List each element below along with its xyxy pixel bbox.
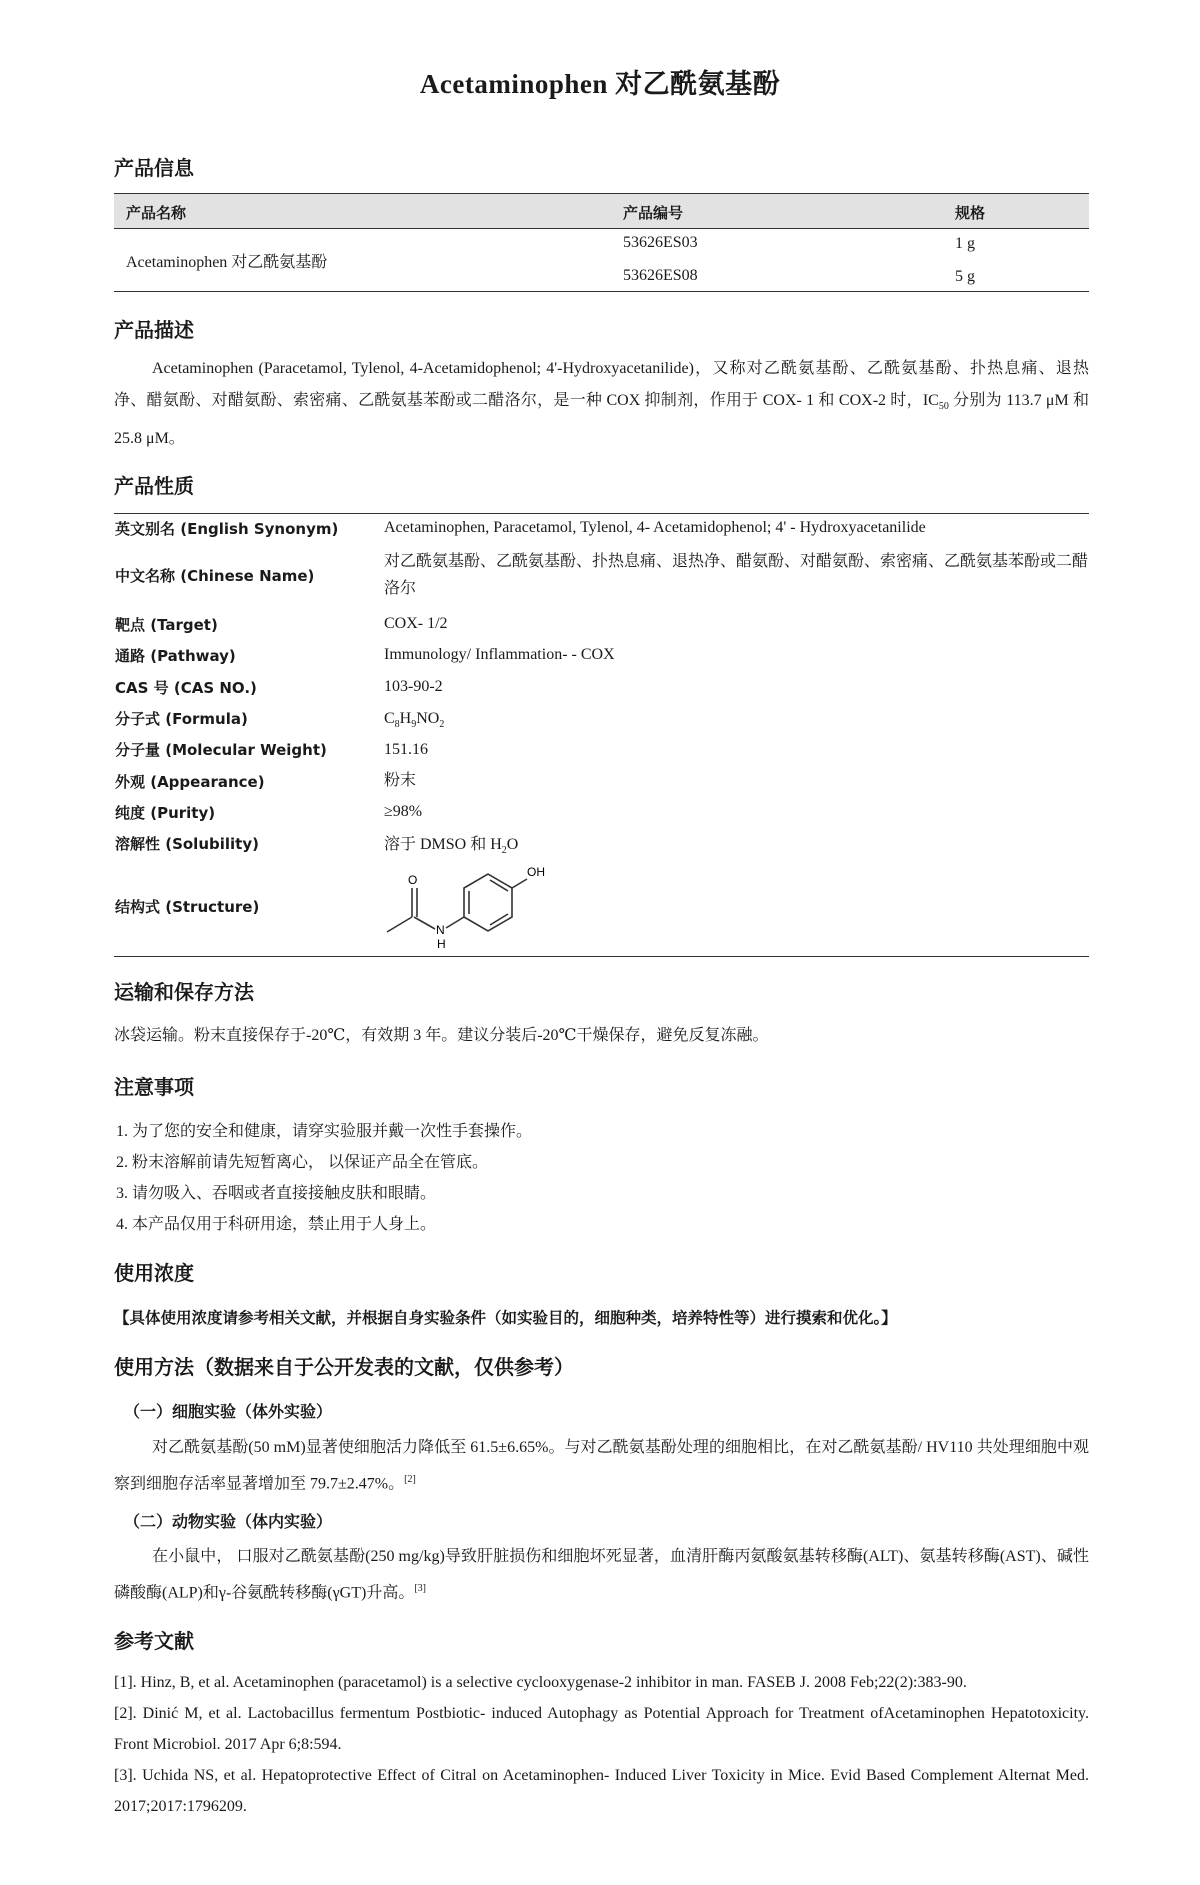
structure-label-oh: OH xyxy=(527,865,545,879)
list-item: 3. 请勿吸入、吞咽或者直接接触皮肤和眼睛。 xyxy=(116,1185,437,1202)
description-heading: 产品描述 xyxy=(114,318,194,342)
page-title: Acetaminophen 对乙酰氨基酚 xyxy=(419,69,781,99)
property-key: 溶解性 (Solubility) xyxy=(115,835,259,853)
property-value: 103-90-2 xyxy=(384,678,443,695)
property-value: COX- 1/2 xyxy=(384,615,448,632)
structure-label-n: N xyxy=(436,923,445,937)
formula-value: $C_8H_9NO_2$ xyxy=(384,710,445,731)
property-value: 151.16 xyxy=(384,741,428,758)
properties-heading: 产品性质 xyxy=(114,474,194,498)
list-item: 4. 本产品仅用于科研用途，禁止用于人身上。 xyxy=(116,1216,437,1233)
reference-item: [3]. Uchida NS, et al. Hepatoprotective Effect of Citral on Acetaminophen- Induced Liver Toxicity in Mice. Evid Based Complement Alternat Med. 2017;2017:1796209. xyxy=(114,1767,1089,1815)
list-item: 1. 为了您的安全和健康，请穿实验服并戴一次性手套操作。 xyxy=(116,1123,533,1140)
property-key: 分子量 (Molecular Weight) xyxy=(115,741,327,759)
animal-experiment-text: 在小鼠中， 口服对乙酰氨基酚(250 mg/kg)导致肝脏损伤和细胞坏死显著，血清肝酶丙氨酸氨基转移酶(ALT)、氨基转移酶(AST)、碱性磷酸酶(ALP)和γ-谷氨酰转移酶(γGT)升高。[3] xyxy=(114,1548,1089,1602)
property-key: 纯度 (Purity) xyxy=(115,804,216,822)
property-key: 结构式 (Structure) xyxy=(115,898,260,916)
property-key: 分子式 (Formula) xyxy=(115,710,248,728)
structure-diagram xyxy=(380,862,560,952)
reference-item: [1]. Hinz, B, et al. Acetaminophen (paracetamol) is a selective cyclooxygenase-2 inhibitor in man. FASEB J. 2008 Feb;22(2):383-90. xyxy=(114,1674,967,1691)
concentration-text: 【具体使用浓度请参考相关文献，并根据自身实验条件（如实验目的，细胞种类，培养特性等）进行摸索和优化。】 xyxy=(114,1309,897,1327)
property-key: 外观 (Appearance) xyxy=(115,773,265,791)
notes-heading: 注意事项 xyxy=(114,1075,194,1099)
property-value: 粉末 xyxy=(384,772,417,789)
cell-experiment-text: 对乙酰氨基酚(50 mM)显著使细胞活力降低至 61.5±6.65%。与对乙酰氨基酚处理的细胞相比，在对乙酰氨基酚/ HV110 共处理细胞中观察到细胞存活率显著增加至 79.7±2.47%。[2] xyxy=(114,1439,1089,1493)
methods-heading: 使用方法（数据来自于公开发表的文献，仅供参考） xyxy=(114,1355,574,1379)
references-heading: 参考文献 xyxy=(114,1629,194,1653)
description-text: Acetaminophen (Paracetamol, Tylenol, 4-Acetamidophenol; 4'-Hydroxyacetanilide)，又称对乙酰氨基酚、乙酰氨基酚、扑热息痛、退热净、醋氨酚、对醋氨酚、索密痛、乙酰氨基苯酚或二醋洛尔，是一种 COX 抑制剂，作用于 COX- 1 和 COX-2 时，$IC_{50}$ 分别为 113.7 μM 和 25.8 μM。 xyxy=(114,360,1089,448)
animal-experiment-heading: （二）动物实验（体内实验） xyxy=(124,1512,333,1531)
table-divider xyxy=(114,956,1089,957)
product-info-table-header xyxy=(114,193,1089,229)
property-value: ≥98% xyxy=(384,803,423,820)
storage-text: 冰袋运输。粉末直接保存于-20℃，有效期 3 年。建议分装后-20℃干燥保存，避免反复冻融。 xyxy=(114,1027,769,1044)
product-info-heading: 产品信息 xyxy=(114,156,194,180)
property-key: 靶点 (Target) xyxy=(115,616,218,634)
product-code-cell: 53626ES08 xyxy=(623,267,698,284)
structure-label-o: O xyxy=(408,873,418,887)
column-header-spec: 规格 xyxy=(955,204,986,222)
storage-heading: 运输和保存方法 xyxy=(114,980,254,1004)
property-value: Immunology/ Inflammation- - COX xyxy=(384,646,615,663)
reference-item: [2]. Dinić M, et al. Lactobacillus fermentum Postbiotic- induced Autophagy as Potential Approach for Treatment ofAcetaminophen Hepatotoxicity. Front Microbiol. 2017 Apr 6;8:594. xyxy=(114,1705,1089,1753)
property-key: 通路 (Pathway) xyxy=(115,647,236,665)
concentration-heading: 使用浓度 xyxy=(114,1261,194,1285)
property-value: 对乙酰氨基酚、乙酰氨基酚、扑热息痛、退热净、醋氨酚、对醋氨酚、索密痛、乙酰氨基苯酚或二醋洛尔 xyxy=(384,553,1089,597)
property-value: Acetaminophen, Paracetamol, Tylenol, 4- Acetamidophenol; 4' - Hydroxyacetanilide xyxy=(384,519,926,536)
property-key: CAS 号 (CAS NO.) xyxy=(115,679,257,697)
solubility-value: 溶于 DMSO 和 $H_2O$ xyxy=(384,836,519,857)
cell-experiment-heading: （一）细胞实验（体外实验） xyxy=(124,1402,333,1421)
property-key: 中文名称 (Chinese Name) xyxy=(115,567,315,585)
column-header-name: 产品名称 xyxy=(126,204,187,222)
product-spec-cell: 1 g xyxy=(955,235,975,252)
product-spec-cell: 5 g xyxy=(955,268,975,285)
table-divider xyxy=(114,291,1089,292)
column-header-code: 产品编号 xyxy=(623,204,684,222)
structure-label-h: H xyxy=(437,937,446,951)
product-name-cell: Acetaminophen 对乙酰氨基酚 xyxy=(126,254,328,271)
product-code-cell: 53626ES03 xyxy=(623,234,698,251)
list-item: 2. 粉末溶解前请先短暂离心， 以保证产品全在管底。 xyxy=(116,1154,489,1171)
property-key: 英文别名 (English Synonym) xyxy=(115,520,339,538)
